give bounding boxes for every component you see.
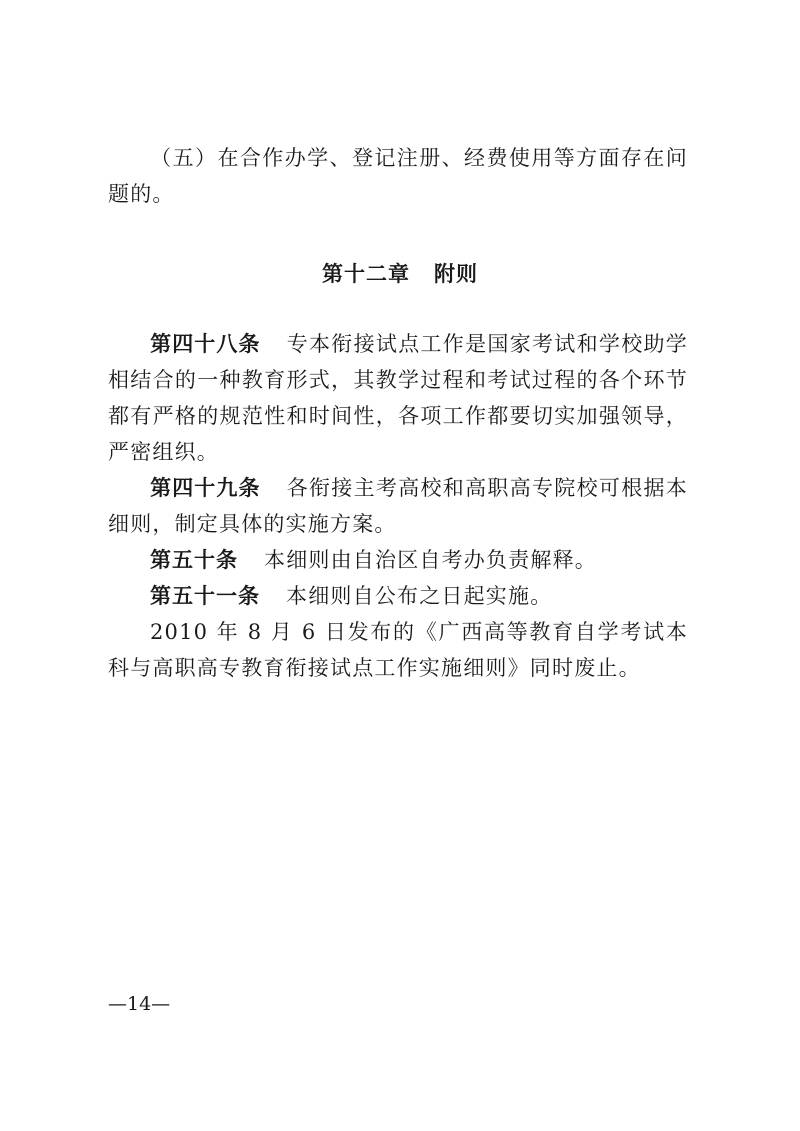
article-49-text: 各衔接主考高校和高职高专院校可根据本细则，制定具体的实施方案。	[108, 476, 689, 536]
chapter-title: 附则	[434, 262, 478, 286]
article-51-label: 第五十一条	[150, 584, 260, 608]
article-48-label: 第四十八条	[150, 332, 261, 356]
article-49-paragraph	[108, 470, 688, 542]
article-50-paragraph	[108, 542, 688, 578]
article-49-label: 第四十九条	[150, 476, 261, 500]
article-50-label: 第五十条	[150, 548, 238, 572]
article-51-paragraph	[108, 578, 688, 614]
item-five-text: （五）在合作办学、登记注册、经费使用等方面存在问题的。	[108, 146, 688, 206]
article-48-text: 专本衔接试点工作是国家考试和学校助学相结合的一种教育形式，其教学过程和考试过程的各个环节都有严格的规范性和时间性，各项工作都要切实加强领导，严密组织。	[108, 332, 689, 464]
closing-paragraph	[108, 614, 688, 686]
page-number: —14—	[108, 993, 171, 1015]
chapter-number: 第十二章	[322, 262, 410, 286]
item-five-paragraph	[108, 140, 688, 212]
article-48-paragraph	[108, 326, 688, 470]
closing-text: 2010 年 8 月 6 日发布的《广西高等教育自学考试本科与高职高专教育衔接试点工作实施细则》同时废止。	[108, 620, 688, 680]
article-51-text: 本细则自公布之日起实施。	[286, 584, 553, 608]
article-50-text: 本细则由自治区自考办负责解释。	[264, 548, 597, 572]
chapter-heading	[0, 256, 800, 292]
